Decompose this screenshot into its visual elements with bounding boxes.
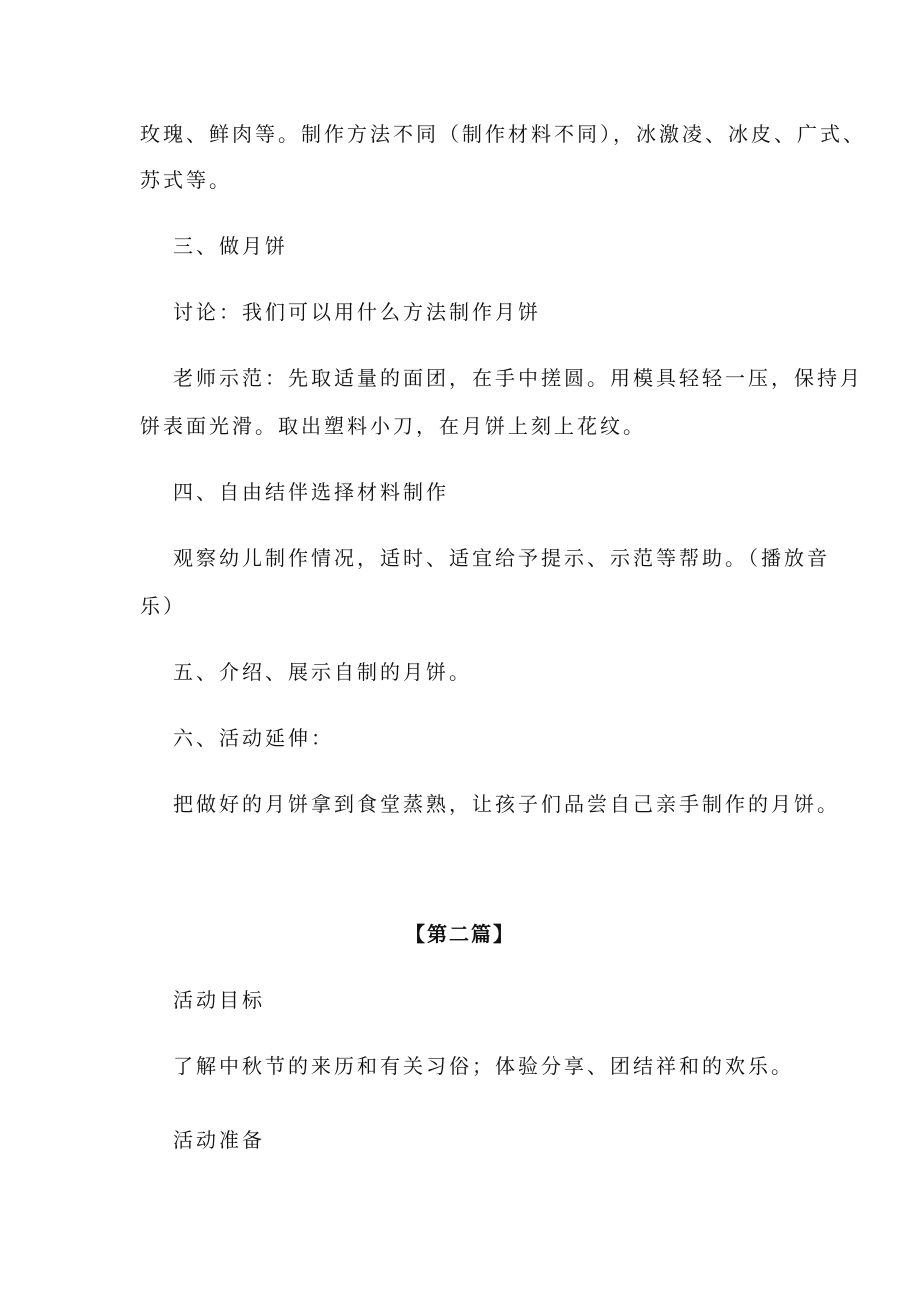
- paragraph-1-line-2: 苏式等。: [140, 168, 232, 192]
- teacher-demo-line-1: 老师示范：先取适量的面团，在手中搓圆。用模具轻轻一压，保持月: [173, 366, 863, 390]
- section-heading: 【第二篇】: [405, 922, 515, 946]
- teacher-demo-line-2: 饼表面光滑。取出塑料小刀，在月饼上刻上花纹。: [140, 414, 646, 438]
- observation-line-2: 乐）: [140, 594, 186, 618]
- goals-paragraph: 了解中秋节的来历和有关习俗；体验分享、团结祥和的欢乐。: [173, 1054, 794, 1078]
- heading-make-mooncakes: 三、做月饼: [173, 234, 288, 258]
- heading-activity-goals: 活动目标: [173, 988, 265, 1012]
- heading-introduce-display: 五、介绍、展示自制的月饼。: [173, 660, 472, 684]
- discussion-paragraph: 讨论：我们可以用什么方法制作月饼: [173, 300, 541, 324]
- extension-paragraph: 把做好的月饼拿到食堂蒸熟，让孩子们品尝自己亲手制作的月饼。: [173, 792, 840, 816]
- observation-line-1: 观察幼儿制作情况，适时、适宜给予提示、示范等帮助。（播放音: [173, 546, 830, 570]
- heading-activity-preparation: 活动准备: [173, 1128, 265, 1152]
- heading-activity-extension: 六、活动延伸：: [173, 726, 334, 750]
- heading-free-making: 四、自由结伴选择材料制作: [173, 480, 449, 504]
- paragraph-1-line-1: 玫瑰、鲜肉等。制作方法不同（制作材料不同），冰激凌、冰皮、广式、: [140, 122, 866, 146]
